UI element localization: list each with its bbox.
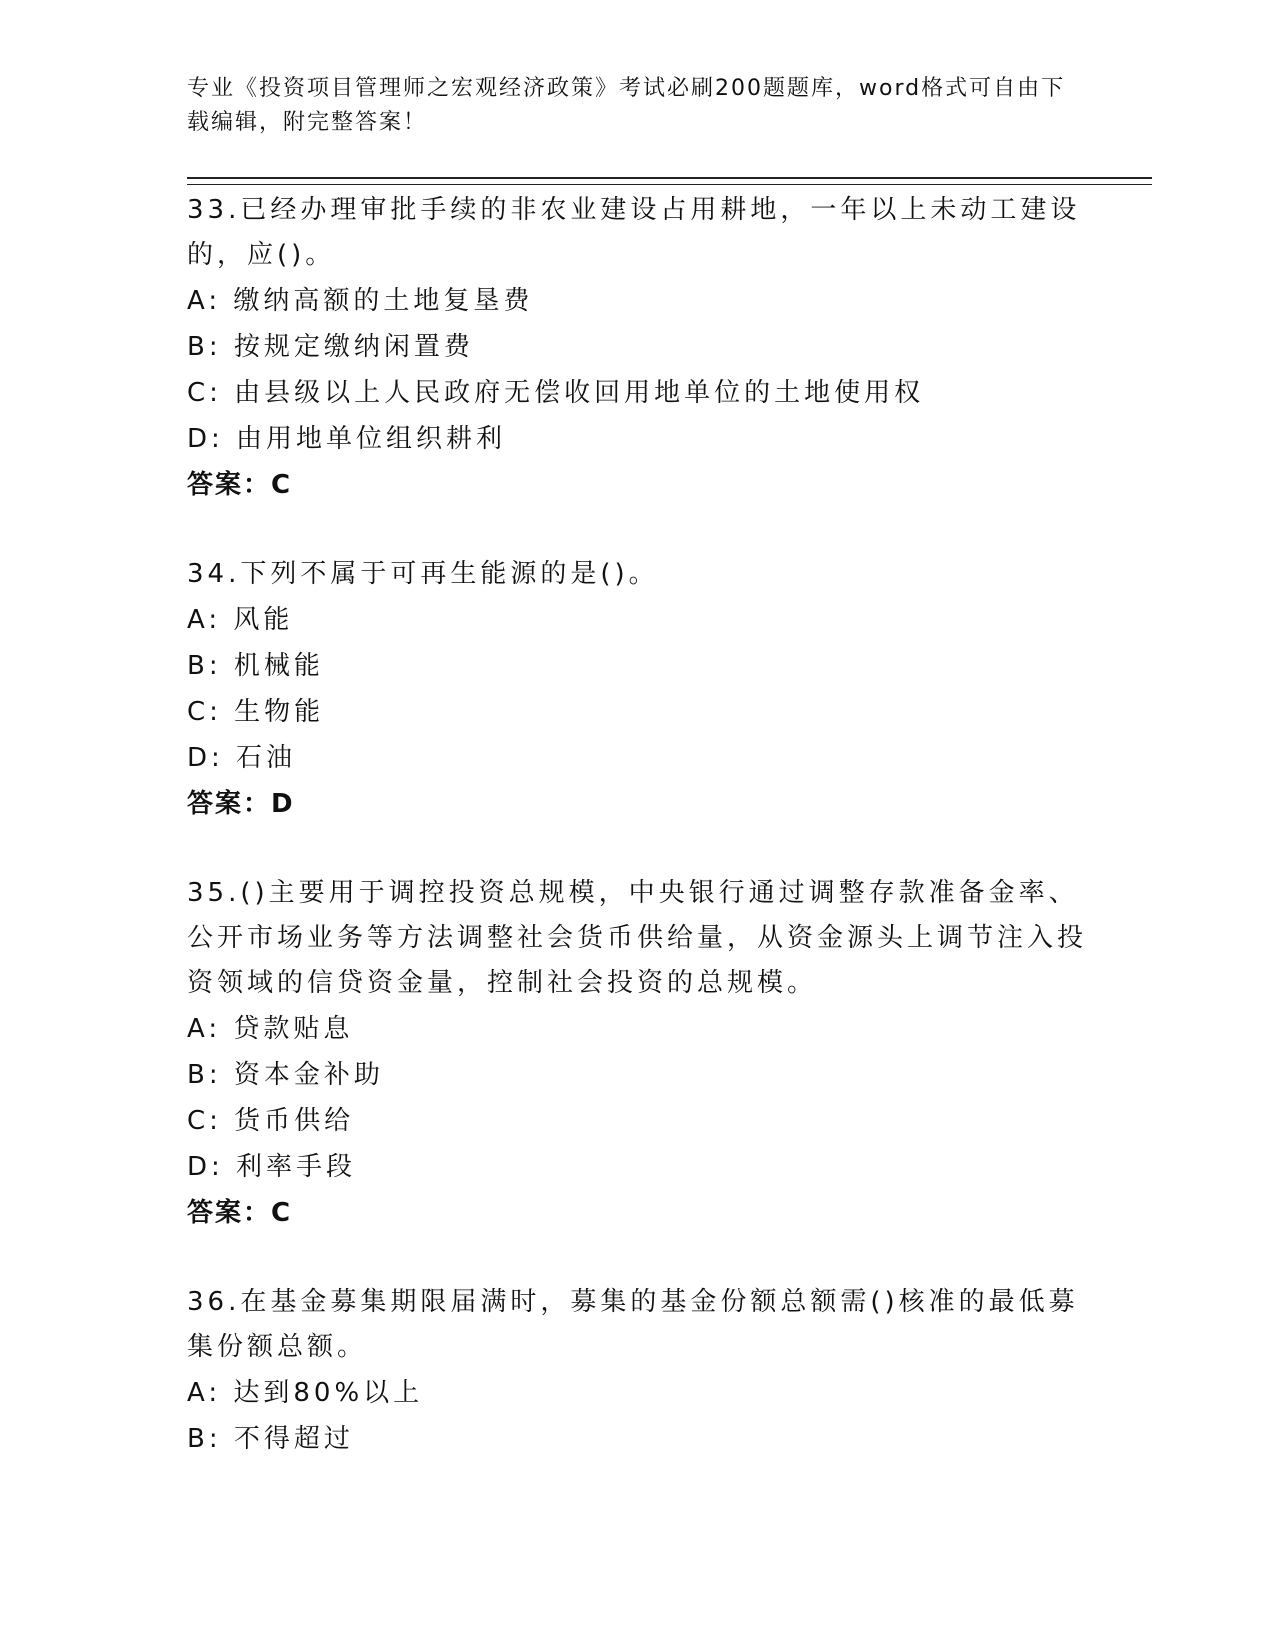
option-d: D: 由用地单位组织耕利 — [187, 424, 507, 454]
header-divider — [187, 177, 1152, 185]
option-d: D: 石油 — [187, 743, 297, 773]
question-33 — [187, 188, 1087, 508]
answer-text: 答案：C — [187, 470, 293, 500]
answer-text: 答案：C — [187, 1198, 293, 1228]
option-b: B: 按规定缴纳闲置费 — [187, 332, 474, 362]
question-34 — [187, 552, 1087, 827]
option-b: B: 机械能 — [187, 651, 324, 681]
question-stem: 34.下列不属于可再生能源的是()。 — [187, 559, 659, 589]
document-header: 专业《投资项目管理师之宏观经济政策》考试必刷200题题库，word格式可自由下载编辑，附完整答案！ — [187, 76, 1066, 135]
option-d: D: 利率手段 — [187, 1152, 357, 1182]
option-b: B: 资本金补助 — [187, 1060, 384, 1090]
option-c: C: 生物能 — [187, 697, 325, 727]
question-stem: 36.在基金募集期限届满时，募集的基金份额总额需()核准的最低募集份额总额。 — [187, 1287, 1079, 1362]
question-list — [187, 188, 1087, 1506]
question-35 — [187, 871, 1087, 1236]
answer-text: 答案：D — [187, 789, 295, 819]
option-b: B: 不得超过 — [187, 1424, 354, 1454]
question-stem: 33.已经办理审批手续的非农业建设占用耕地，一年以上未动工建设的，应()。 — [187, 195, 1081, 270]
option-a: A: 达到80%以上 — [187, 1378, 424, 1408]
option-c: C: 由县级以上人民政府无偿收回用地单位的土地使用权 — [187, 378, 925, 408]
option-a: A: 风能 — [187, 605, 294, 635]
question-stem: 35.()主要用于调控投资总规模，中央银行通过调整存款准备金率、公开市场业务等方法调整社会货币供给量，从资金源头上调节注入投资领域的信贷资金量，控制社会投资的总规模。 — [187, 878, 1088, 998]
option-a: A: 贷款贴息 — [187, 1014, 354, 1044]
option-a: A: 缴纳高额的土地复垦费 — [187, 286, 534, 316]
option-c: C: 货币供给 — [187, 1106, 355, 1136]
question-36 — [187, 1280, 1087, 1462]
